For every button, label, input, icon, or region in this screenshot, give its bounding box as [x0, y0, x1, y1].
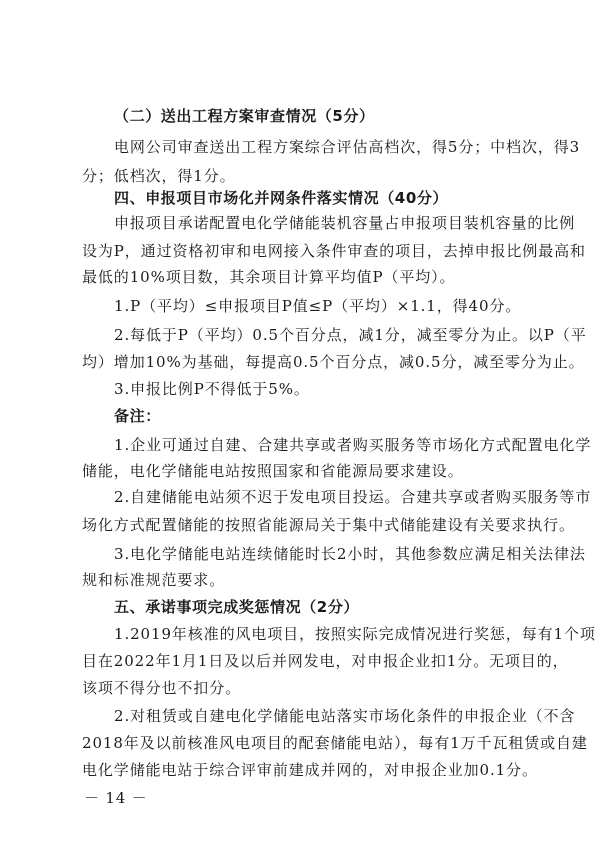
- paragraph-line: 电化学储能电站于综合评审前建成并网的，对申报企业加0.1分。: [82, 761, 538, 779]
- paragraph-line: 2.每低于P（平均）0.5个百分点，减1分，减至零分为止。以P（平: [114, 326, 587, 344]
- section-heading: 四、申报项目市场化并网条件落实情况（40分）: [114, 189, 449, 207]
- paragraph-line: 3.电化学储能电站连续储能时长2小时，其他参数应满足相关法律法: [114, 545, 586, 563]
- section-heading: （二）送出工程方案审查情况（5分）: [114, 107, 375, 125]
- paragraph-line: 规和标准规范要求。: [82, 571, 226, 589]
- paragraph-line: 2018年及以前核准风电项目的配套储能电站），每有1万千瓦租赁或自建: [82, 734, 588, 752]
- paragraph-line: 设为P，通过资格初审和电网接入条件审查的项目，去掉申报比例最高和: [82, 242, 586, 260]
- paragraph-line: 申报项目承诺配置电化学储能装机容量占申报项目装机容量的比例: [114, 214, 576, 232]
- paragraph-line: 1.2019年核准的风电项目，按照实际完成情况进行奖惩，每有1个项: [114, 625, 596, 643]
- paragraph-line: 场化方式配置储能的按照省能源局关于集中式储能建设有关要求执行。: [82, 516, 575, 534]
- paragraph-line: 分；低档次，得1分。: [82, 167, 236, 185]
- notes-heading: 备注：: [114, 407, 161, 425]
- paragraph-line: 2.自建储能电站须不迟于发电项目投运。合建共享或者购买服务等市: [114, 488, 592, 506]
- paragraph-line: 储能，电化学储能电站按照国家和省能源局要求建设。: [82, 462, 464, 480]
- section-heading: 五、承诺事项完成奖惩情况（2分）: [114, 598, 360, 616]
- paragraph-line: 2.对租赁或自建电化学储能电站落实市场化条件的申报企业（不含: [114, 707, 576, 725]
- paragraph-line: 最低的10%项目数，其余项目计算平均值P（平均）。: [82, 268, 456, 286]
- paragraph-line: 均）增加10%为基础，每提高0.5个百分点，减0.5分，减至零分为止。: [82, 353, 585, 371]
- paragraph-line: 3.申报比例P不得低于5%。: [114, 380, 310, 398]
- paragraph-line: 1.P（平均）≤申报项目P值≤P（平均）×1.1，得40分。: [114, 297, 522, 315]
- paragraph-line: 1.企业可通过自建、合建共享或者购买服务等市场化方式配置电化学: [114, 436, 592, 454]
- page-number: － 14 －: [84, 789, 148, 807]
- paragraph-line: 该项不得分也不扣分。: [82, 679, 242, 697]
- paragraph-line: 电网公司审查送出工程方案综合评估高档次，得5分；中档次，得3: [114, 138, 581, 156]
- paragraph-line: 目在2022年1月1日及以后并网发电，对申报企业扣1分。无项目的，: [82, 652, 569, 670]
